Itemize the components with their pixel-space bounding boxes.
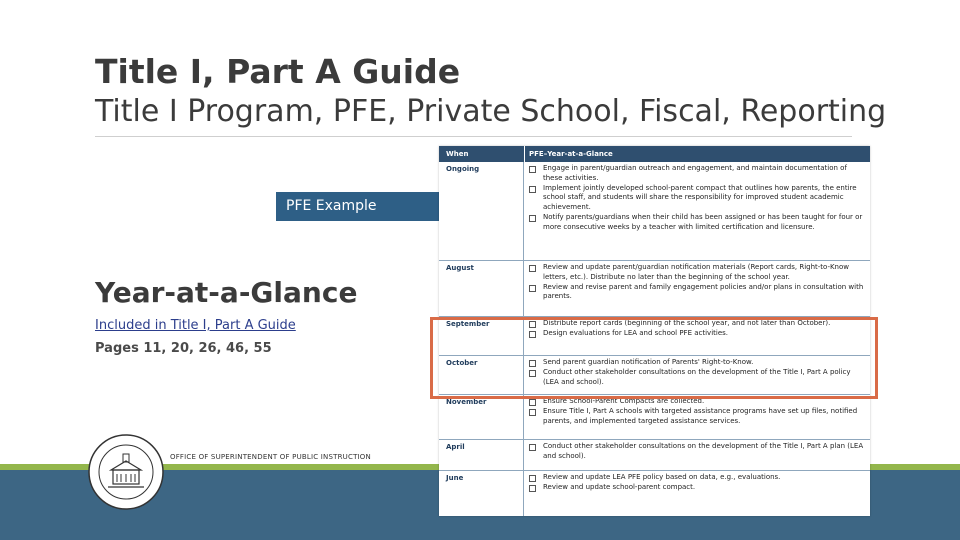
month-cell: April bbox=[439, 440, 524, 470]
list-item: Review and update parent/guardian notification materials (Report cards, Right-to-Know letters, etc.). Distribute no later than the beginning of the school year. bbox=[529, 263, 866, 283]
checkbox-icon bbox=[529, 485, 536, 492]
year-at-a-glance-heading: Year-at-a-Glance bbox=[95, 276, 358, 309]
checkbox-icon bbox=[529, 399, 536, 406]
month-cell: Ongoing bbox=[439, 162, 524, 260]
table-row bbox=[439, 395, 870, 440]
guide-link[interactable]: Included in Title I, Part A Guide bbox=[95, 318, 296, 333]
table-row bbox=[439, 471, 870, 516]
table-row bbox=[439, 440, 870, 471]
list-item: Ensure Title I, Part A schools with targeted assistance programs have set up files, notified parents, and implemented targeted assistance services. bbox=[529, 407, 866, 427]
slide-subtitle: Title I Program, PFE, Private School, Fiscal, Reporting bbox=[95, 94, 887, 129]
pages-reference: Pages 11, 20, 26, 46, 55 bbox=[95, 341, 272, 356]
list-item: Design evaluations for LEA and school PFE activities. bbox=[529, 329, 866, 339]
column-header-pfe: PFE–Year-at-a-Glance bbox=[524, 146, 870, 162]
checkbox-icon bbox=[529, 186, 536, 193]
column-header-when: When bbox=[446, 150, 469, 158]
month-cell: September bbox=[439, 317, 524, 355]
checkbox-icon bbox=[529, 265, 536, 272]
pfe-example-callout: PFE Example bbox=[276, 192, 488, 221]
checkbox-icon bbox=[529, 444, 536, 451]
table-row bbox=[439, 261, 870, 317]
list-item: Review and update LEA PFE policy based on data, e.g., evaluations. bbox=[529, 473, 866, 483]
month-cell: August bbox=[439, 261, 524, 316]
list-item: Review and update school-parent compact. bbox=[529, 483, 866, 493]
list-item: Review and revise parent and family engagement policies and/or plans in consultation with parents. bbox=[529, 283, 866, 303]
ospi-seal-icon bbox=[88, 434, 164, 510]
office-label: OFFICE OF SUPERINTENDENT OF PUBLIC INSTRUCTION bbox=[170, 453, 371, 461]
checkbox-icon bbox=[529, 166, 536, 173]
checkbox-icon bbox=[529, 215, 536, 222]
list-item: Conduct other stakeholder consultations on the development of the Title I, Part A policy (LEA and school). bbox=[529, 368, 866, 388]
month-cell: October bbox=[439, 356, 524, 394]
list-item: Distribute report cards (beginning of the school year, and not later than October). bbox=[529, 319, 866, 329]
checkbox-icon bbox=[529, 475, 536, 482]
table-header bbox=[439, 146, 870, 162]
list-item: Conduct other stakeholder consultations on the development of the Title I, Part A plan (LEA and school). bbox=[529, 442, 866, 462]
september-october-highlight bbox=[430, 317, 878, 399]
list-item: Ensure School-Parent Compacts are collected. bbox=[529, 397, 866, 407]
list-item: Engage in parent/guardian outreach and engagement, and maintain documentation of these activities. bbox=[529, 164, 866, 184]
table-row bbox=[439, 162, 870, 261]
checkbox-icon bbox=[529, 409, 536, 416]
list-item: Send parent guardian notification of Parents' Right-to-Know. bbox=[529, 358, 866, 368]
title-divider bbox=[95, 136, 852, 137]
list-item: Notify parents/guardians when their child has been assigned or has been taught for four or more consecutive weeks by a teacher with limited certification and licensure. bbox=[529, 213, 866, 233]
list-item: Implement jointly developed school-parent compact that outlines how parents, the entire school staff, and students will share the responsibility for improved student academic achievement. bbox=[529, 184, 866, 213]
checkbox-icon bbox=[529, 285, 536, 292]
month-cell: November bbox=[439, 395, 524, 439]
month-cell: June bbox=[439, 471, 524, 516]
slide-title: Title I, Part A Guide bbox=[95, 52, 461, 91]
